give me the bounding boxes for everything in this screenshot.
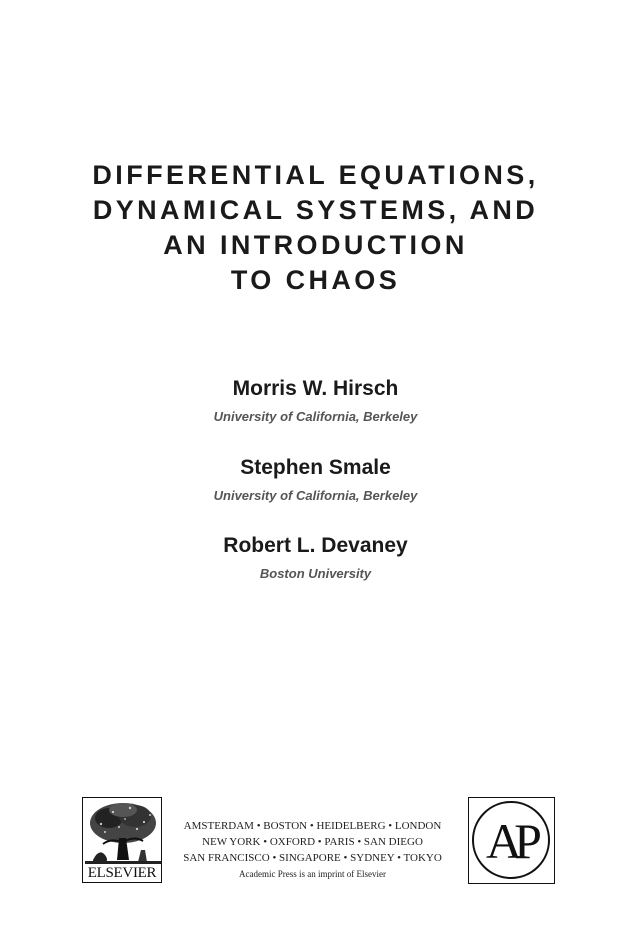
academic-press-logo-text: AP — [486, 813, 534, 869]
title-line-1: DIFFERENTIAL EQUATIONS, — [92, 160, 539, 190]
title-line-2: DYNAMICAL SYSTEMS, AND — [92, 195, 539, 225]
author-affiliation: University of California, Berkeley — [213, 409, 418, 424]
elsevier-tree-icon — [83, 798, 163, 868]
cities-line-2: NEW YORK • OXFORD • PARIS • SAN DIEGO — [202, 836, 423, 848]
publisher-cities — [170, 818, 455, 881]
author-name: Morris W. Hirsch — [232, 377, 399, 400]
title-line-3: AN INTRODUCTION — [163, 230, 468, 260]
author-name: Stephen Smale — [240, 456, 391, 479]
academic-press-monogram-icon — [469, 798, 553, 882]
author-block-devaney — [0, 533, 631, 583]
academic-press-logo — [468, 797, 555, 884]
book-title — [0, 158, 631, 298]
cities-line-1: AMSTERDAM • BOSTON • HEIDELBERG • LONDON — [183, 820, 442, 832]
elsevier-logo-text: ELSEVIER — [87, 865, 157, 881]
elsevier-logo — [82, 797, 162, 883]
author-affiliation: University of California, Berkeley — [213, 488, 418, 503]
author-name: Robert L. Devaney — [223, 534, 408, 557]
cities-line-3: SAN FRANCISCO • SINGAPORE • SYDNEY • TOKYO — [183, 852, 442, 864]
author-affiliation: Boston University — [259, 566, 372, 581]
author-block-smale — [0, 455, 631, 505]
title-line-4: TO CHAOS — [230, 265, 401, 295]
author-block-hirsch — [0, 376, 631, 426]
imprint-note: Academic Press is an imprint of Elsevier — [239, 869, 386, 879]
